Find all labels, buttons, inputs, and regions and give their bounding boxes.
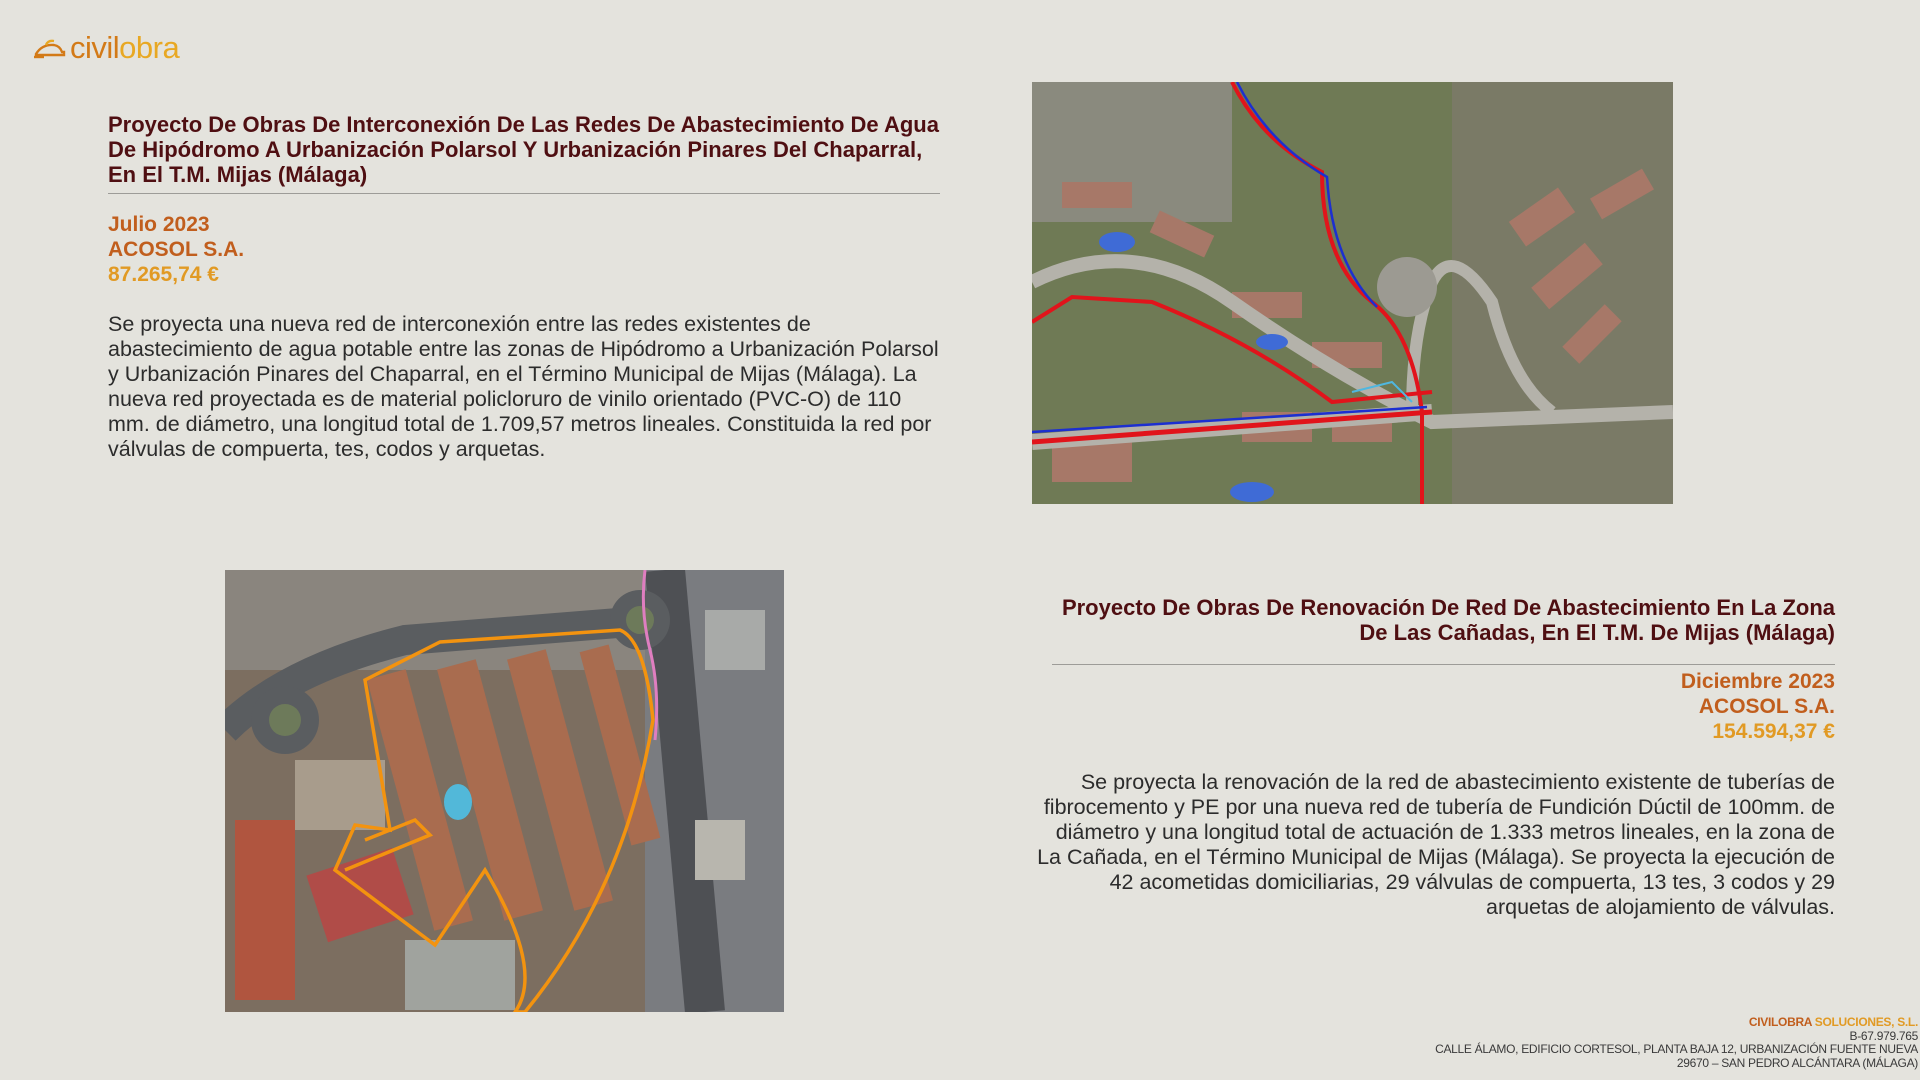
project-2-divider — [1052, 664, 1835, 665]
project-1-divider — [108, 193, 940, 194]
project-2-client: ACOSOL S.A. — [1698, 695, 1835, 718]
footer-cif: B-67.979.765 — [1849, 1028, 1918, 1043]
project-1-description: Se proyecta una nueva red de interconexión entre las redes existentes de abastecimiento de agua potable entre las zonas de Hipódromo a Urbanización Polarsol y Urbanización Pinares del Chaparral, en el Término Municipal de Mijas (Málaga). La nueva red proyectada es de material policloruro de vinilo orientado (PVC-O) de 110 mm. de diámetro, una longitud total de 1.709,57 metros lineales. Constituida la red por válvulas de compuerta, tes, codos y arquetas. — [108, 312, 939, 461]
hard-hat-hand-icon — [32, 36, 66, 60]
company-footer — [1435, 1016, 1918, 1070]
project-2-meta — [1681, 669, 1835, 744]
project-1-amount: 87.265,74 € — [108, 263, 219, 286]
project-2-date: Diciembre 2023 — [1680, 670, 1835, 693]
logo-word-civil: civil — [70, 30, 120, 65]
footer-company-part1: CIVILOBRA — [1748, 1015, 1812, 1029]
project-1-meta — [108, 212, 244, 287]
project-1-title: Proyecto De Obras De Interconexión De Las Redes De Abastecimiento De Agua De Hipódromo A Urbanización Polarsol Y Urbanización Pinares Del Chaparral, En El T.M. Mijas (Málaga) — [108, 112, 939, 187]
project-2-title: Proyecto De Obras De Renovación De Red De Abastecimiento En La Zona De Las Cañadas, En El T.M. De Mijas (Málaga) — [1061, 595, 1835, 645]
company-logo — [32, 30, 179, 66]
project-1-client: ACOSOL S.A. — [108, 238, 245, 261]
logo-word-obra: obra — [119, 30, 180, 65]
footer-city: 29670 – SAN PEDRO ALCÁNTARA (MÁLAGA) — [1676, 1055, 1918, 1070]
project-1-aerial-map-image — [1032, 82, 1673, 504]
footer-address: CALLE ÁLAMO, EDIFICIO CORTESOL, PLANTA BAJA 12, URBANIZACIÓN FUENTE NUEVA — [1435, 1042, 1918, 1056]
project-2-amount: 154.594,37 € — [1712, 720, 1835, 743]
project-2-aerial-map-image — [225, 570, 784, 1012]
project-1-date: Julio 2023 — [108, 213, 210, 236]
project-2-description: Se proyecta la renovación de la red de abastecimiento existente de tuberías de fibrocemento y PE por una nueva red de tubería de Fundición Dúctil de 100mm. de diámetro y una longitud total de actuación de 1.333 metros lineales, en la zona de La Cañada, en el Término Municipal de Mijas (Málaga). Se proyecta la ejecución de 42 acometidas domiciliarias, 29 válvulas de compuerta, 13 tes, 3 codos y 29 arquetas de alojamiento de válvulas. — [1037, 770, 1835, 919]
footer-company-part2: SOLUCIONES, S.L. — [1814, 1015, 1918, 1029]
footer-company-name — [1435, 1016, 1918, 1030]
